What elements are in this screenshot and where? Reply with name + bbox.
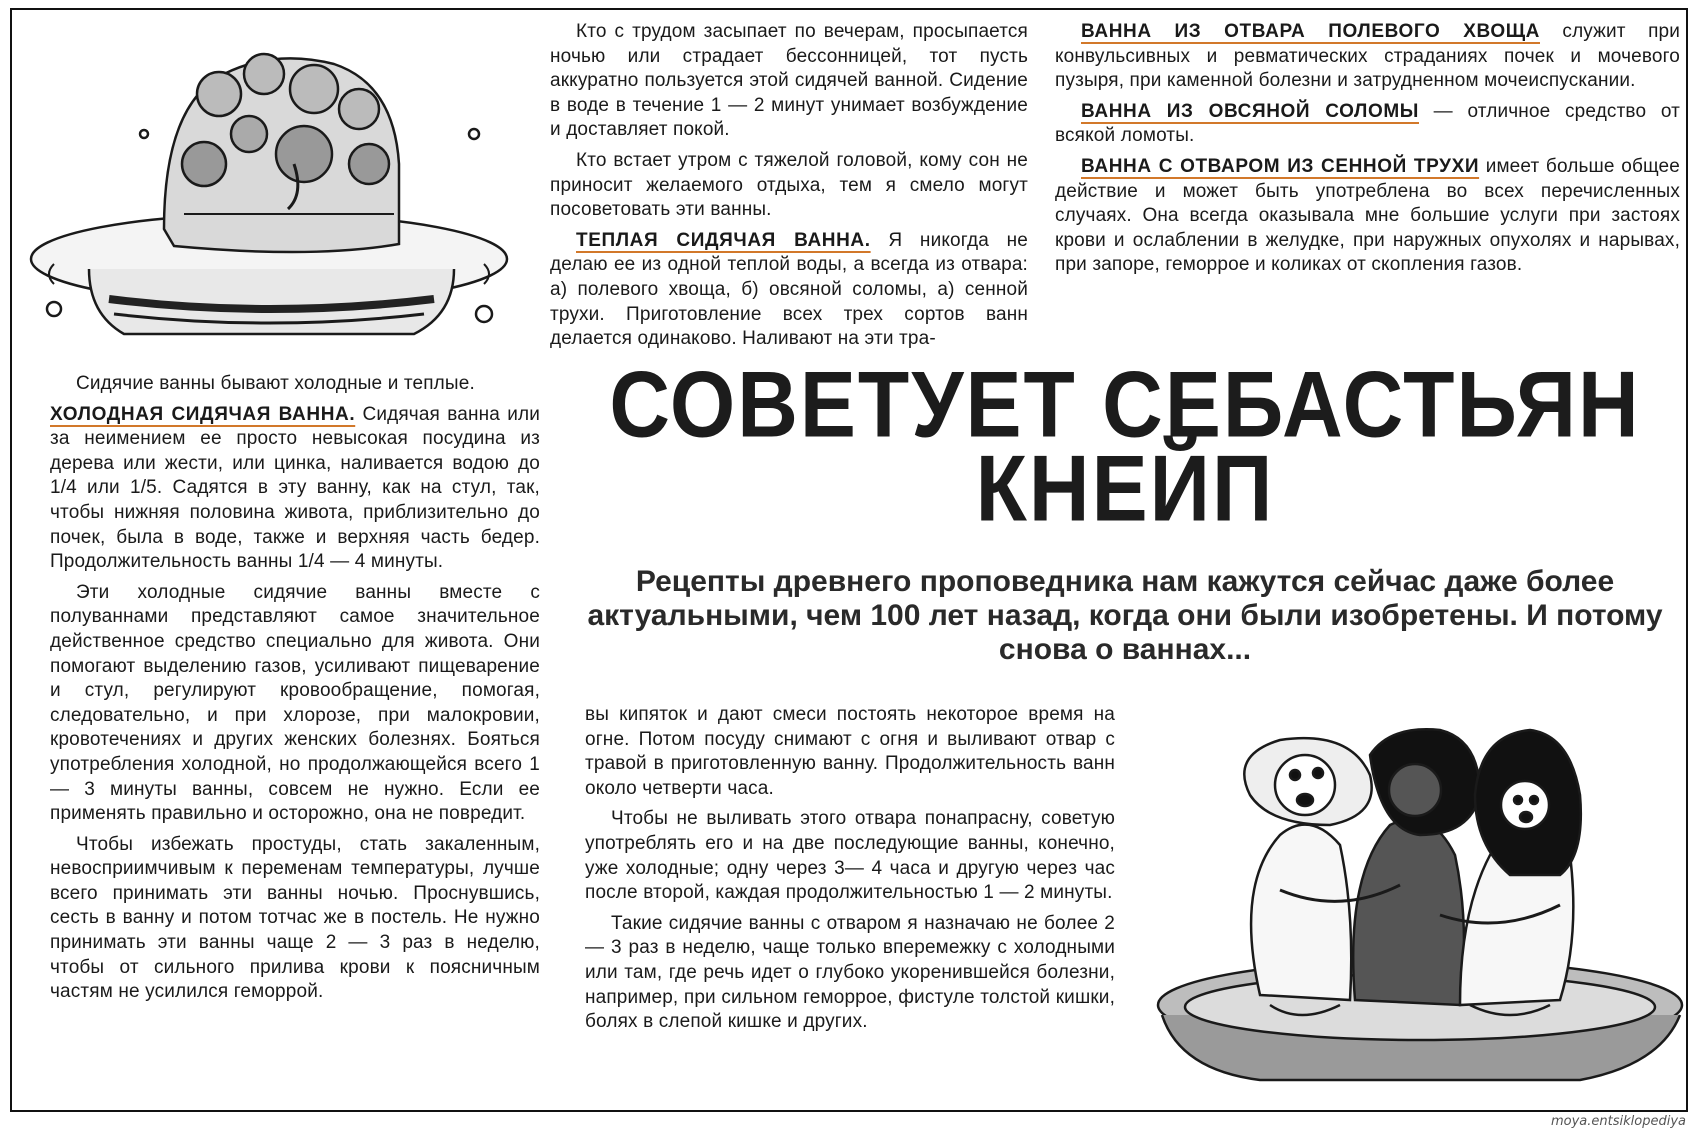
subheading-hay-dust-bath: ВАННА С ОТВАРОМ ИЗ СЕННОЙ ТРУХИ [1081, 155, 1480, 177]
lead-paragraph: Рецепты древнего проповедника нам кажутся сейчас даже более актуальными, чем 100 лет назад, когда они были изобретены. И потому снова о ваннах... [587, 565, 1663, 666]
crowded-bath-illustration [14, 14, 544, 359]
paragraph [1055, 20, 1680, 94]
headline [560, 351, 1690, 541]
paragraph [50, 403, 540, 575]
paragraph-text: Я никогда не делаю ее из одной теплой воды, а всегда из отвара: а) полевого хвоща, б) овсяной соломы, а) сенной трухи. Приготовление всех трех сортов ванн делается одинаково. Наливают на эти тра- [550, 229, 1028, 350]
paragraph: Такие сидячие ванны с отваром я назначаю не более 2 — 3 раз в неделю, чаще только вперемежку с холодными или там, где речь идет о глубоко укоренившейся болезни, например, при сильном геморрое, фистуле толстой кишки, болях в слепой кишке и других. [585, 912, 1115, 1033]
paragraph: Сидячие ванны бывают холодные и теплые. [76, 373, 475, 394]
subheading-horsetail-bath: ВАННА ИЗ ОТВАРА ПОЛЕВОГО ХВОЩА [1081, 21, 1540, 42]
paragraph-text: Сидячая ванна или за неимением ее просто невысокая посудина из дерева или жести, или цинка, наливается водою до 1/4 или 1/5. Садятся в эту ванну, как на стул, так, чтобы нижняя половина живота, приблизительно до почек, была в воде, также и верхняя часть бедер. Продолжительность ванны 1/4 — 4 минуты. [50, 403, 540, 573]
paragraph: Кто встает утром с тяжелой головой, кому сон не приносит желаемого отдыха, тем я смело могут посоветовать эти ванны. [550, 149, 1028, 221]
paragraph: вы кипяток и дают смеси постоять некоторое время на огне. Потом посуду снимают с огня и выливают отвар с травой в приготовленную ванну. Продолжительность ванн около четверти часа. [585, 704, 1115, 799]
subheading-oat-straw-bath: ВАННА ИЗ ОВСЯНОЙ СОЛОМЫ [1081, 100, 1419, 122]
paragraph: Чтобы избежать простуды, стать закаленным, невосприимчивым к переменам температуры, лучше всего принимать эти ванны ночью. Проснувшись, сесть в ванну и потом тотчас же в постель. Не нужно принимать эти ванны чаще 2 — 3 раз в неделю, чтобы от сильного прилива крови к поясничным частям не усилился геморрой. [50, 833, 540, 1003]
headline-line-1: СОВЕТУЕТ СЕБАСТЬЯН [609, 351, 1641, 457]
left-column [50, 372, 540, 1011]
paragraph-text: служит при конвульсивных и ревматических страданиях почек и мочевого пузыря, при каменной болезни и затрудненном мочеиспускании. [1055, 21, 1680, 92]
headline-line-2: КНЕЙП [975, 435, 1275, 541]
paragraph-text: имеет больше общее действие и может быть употреблена во всех перечисленных случаях. Она всегда оказывала мне большие услуги при застоях крови и ослаблении в желудке, при наружных опухолях и нарывах, при запоре, геморрое и коликах от скопления газов. [1055, 155, 1680, 276]
paragraph [1055, 100, 1680, 149]
subheading-warm-sitz-bath: ТЕПЛАЯ СИДЯЧАЯ ВАННА. [576, 229, 871, 251]
right-column-top [1055, 20, 1680, 284]
source-credit: moya.entsiklopediya [1551, 1114, 1686, 1129]
paragraph: Эти холодные сидячие ванны вместе с полуваннами представляют самое значительное действенное средство специально для живота. Они помогают выделению газов, усиливают пищеварение и стул, регулируют кровообращение, помогая, следовательно, и при хлорозе, при малокровии, кровотечениях и других женских болезнях. Бояться употребления холодной, но продолжающейся всего 1 — 3 минуты ванны, совсем не нужно. Если ее применять правильно и осторожно, она не повредит. [50, 581, 540, 825]
paragraph: Чтобы не выливать этого отвара понапрасну, советую употреблять его и на две последующие ванны, конечно, уже холодные; одну через 3— 4 часа и другую через час после второй, каждая продолжительностью 1 — 2 минуты. [585, 808, 1115, 904]
paragraph [1055, 155, 1680, 278]
middle-column-top [550, 20, 1028, 358]
paragraph-text: — отличное средство от всякой ломоты. [1055, 100, 1681, 147]
paragraph [550, 229, 1028, 352]
middle-column-bottom [585, 703, 1115, 1041]
paragraph: Кто с трудом засыпает по вечерам, просыпается ночью или страдает бессонницей, тот пусть аккуратно пользуется этой сидячей ванной. Сидение в воде в течение 1 — 2 минут унимает возбуждение и доставляет покой. [550, 21, 1028, 141]
subheading-cold-sitz-bath: ХОЛОДНАЯ СИДЯЧАЯ ВАННА. [50, 403, 356, 425]
three-women-bath-illustration [1140, 715, 1685, 1105]
